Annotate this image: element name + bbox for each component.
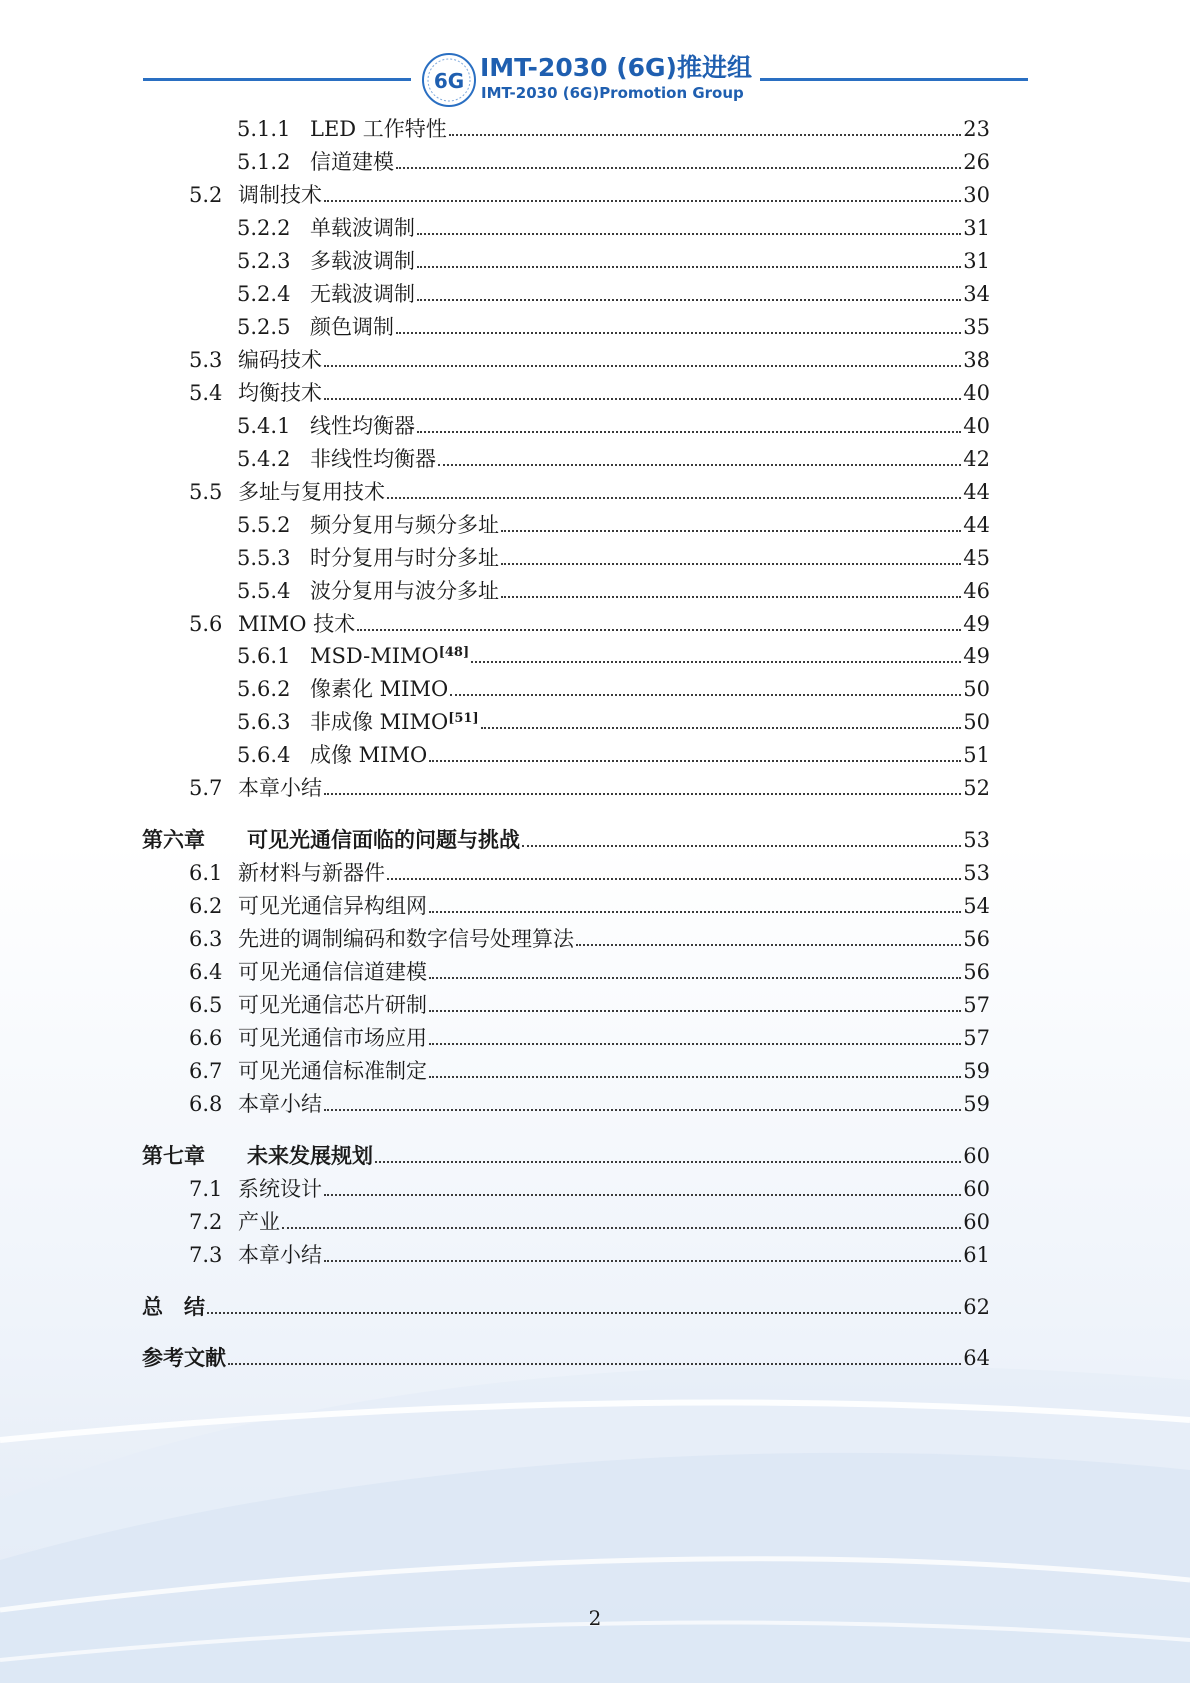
dot-leader	[357, 629, 961, 631]
6g-logo-icon	[421, 52, 477, 108]
dot-leader	[228, 1363, 961, 1365]
toc-entry-title	[310, 578, 499, 604]
toc-entry-title-text: 可见光通信信道建模	[238, 960, 427, 984]
toc-entry-number: 7.1	[189, 1177, 223, 1201]
toc-entry-number: 5.7	[189, 776, 223, 800]
toc-entry-number: 5.6.3	[237, 710, 291, 734]
toc-entry-number: 5.1.1	[237, 117, 291, 141]
toc-entry-page: 42	[963, 447, 990, 471]
toc-entry-title	[310, 116, 447, 142]
toc-entry-page: 61	[963, 1243, 990, 1267]
toc-entry-number: 5.2.5	[237, 315, 291, 339]
toc-entry-page: 31	[963, 216, 990, 240]
toc-entry-title-text: 频分复用与频分多址	[310, 513, 499, 537]
dot-leader	[429, 911, 961, 913]
toc-entry-page: 51	[963, 743, 990, 767]
toc-entry-title	[238, 893, 427, 919]
toc-entry[interactable]	[0, 413, 990, 439]
toc-entry-page: 34	[963, 282, 990, 306]
toc-entry-title-text: 产业	[238, 1210, 280, 1234]
toc-entry-title	[238, 347, 322, 373]
dot-leader	[471, 661, 961, 663]
toc-entry-title-text: MSD-MIMO	[310, 644, 439, 668]
toc-entry[interactable]	[0, 775, 990, 801]
toc-entry-page: 60	[963, 1210, 990, 1234]
dot-leader	[481, 727, 962, 729]
dot-leader	[324, 200, 961, 202]
toc-entry-title	[310, 742, 427, 768]
toc-entry-title	[238, 992, 427, 1018]
dot-leader	[429, 760, 961, 762]
toc-entry[interactable]	[0, 314, 990, 340]
toc-entry-number: 6.8	[189, 1092, 223, 1116]
header-rule-right	[760, 78, 1028, 81]
toc-entry[interactable]	[0, 1294, 990, 1320]
toc-entry-title-text: 总 结	[142, 1295, 205, 1319]
toc-entry[interactable]	[0, 611, 990, 637]
toc-entry-title	[310, 248, 415, 274]
toc-entry-page: 40	[963, 381, 990, 405]
toc-entry[interactable]	[0, 676, 990, 702]
toc-entry[interactable]	[0, 643, 990, 669]
toc-entry[interactable]	[0, 479, 990, 505]
toc-entry-page: 44	[963, 513, 990, 537]
toc-entry-page: 50	[963, 710, 990, 734]
citation-superscript: [48]	[438, 645, 470, 660]
dot-leader	[324, 793, 961, 795]
toc-entry-number: 6.6	[189, 1026, 223, 1050]
toc-entry-number: 第六章	[142, 828, 205, 852]
toc-entry-page: 56	[963, 927, 990, 951]
toc-entry[interactable]	[0, 992, 990, 1018]
toc-entry-number: 6.4	[189, 960, 223, 984]
toc-entry-number: 5.2.4	[237, 282, 291, 306]
toc-entry-page: 59	[963, 1092, 990, 1116]
toc-entry-title-text: MIMO 技术	[238, 612, 356, 636]
toc-entry-title-text: 编码技术	[238, 348, 322, 372]
toc-entry-title-text: 信道建模	[310, 150, 394, 174]
dot-leader	[324, 1194, 961, 1196]
toc-entry-title-text: 无载波调制	[310, 282, 415, 306]
toc-entry-title	[238, 380, 322, 406]
toc-entry-title-text: 未来发展规划	[247, 1144, 373, 1168]
toc-entry-title	[310, 413, 415, 439]
toc-entry-title	[238, 182, 322, 208]
toc-entry-number: 5.5.2	[237, 513, 291, 537]
toc-entry[interactable]	[0, 709, 990, 735]
toc-entry-number: 6.3	[189, 927, 223, 951]
toc-entry-page: 44	[963, 480, 990, 504]
toc-entry-title	[238, 1209, 280, 1235]
toc-entry-title	[310, 676, 448, 702]
toc-entry-page: 49	[963, 644, 990, 668]
toc-entry-page: 46	[963, 579, 990, 603]
toc-entry-page: 57	[963, 1026, 990, 1050]
toc-entry-page: 23	[963, 117, 990, 141]
toc-entry[interactable]	[0, 959, 990, 985]
toc-entry-title	[238, 479, 385, 505]
toc-entry[interactable]	[0, 827, 990, 853]
toc-entry-number: 5.6.2	[237, 677, 291, 701]
dot-leader	[522, 845, 961, 847]
toc-entry-title-text: 本章小结	[238, 776, 322, 800]
toc-entry-title-text: 均衡技术	[238, 381, 322, 405]
dot-leader	[324, 1260, 961, 1262]
toc-entry-title	[238, 1091, 322, 1117]
toc-entry-title	[142, 1345, 226, 1371]
toc-entry-title	[310, 709, 479, 735]
toc-entry-page: 40	[963, 414, 990, 438]
toc-entry[interactable]	[0, 215, 990, 241]
toc-entry-page: 52	[963, 776, 990, 800]
toc-entry-page: 45	[963, 546, 990, 570]
toc-entry-title	[142, 1294, 205, 1320]
toc-entry[interactable]	[0, 860, 990, 886]
toc-entry-title	[310, 215, 415, 241]
dot-leader	[375, 1161, 961, 1163]
toc-entry[interactable]	[0, 1209, 990, 1235]
dot-leader	[396, 332, 961, 334]
toc-entry-number: 6.7	[189, 1059, 223, 1083]
logo-text: 6G	[433, 69, 465, 93]
toc-entry[interactable]	[0, 1025, 990, 1051]
toc-entry-title	[247, 1143, 373, 1169]
dot-leader	[417, 431, 961, 433]
dot-leader	[417, 299, 961, 301]
dot-leader	[396, 167, 961, 169]
toc-entry-number: 5.5.4	[237, 579, 291, 603]
header-rule-left	[143, 78, 411, 81]
toc-entry-title-text: 新材料与新器件	[238, 861, 385, 885]
dot-leader	[282, 1227, 961, 1229]
header-title: IMT-2030 (6G)推进组	[480, 53, 752, 82]
toc-entry-title	[310, 643, 469, 669]
toc-entry-page: 60	[963, 1144, 990, 1168]
toc-entry[interactable]	[0, 512, 990, 538]
toc-entry[interactable]	[0, 1143, 990, 1169]
toc-entry-number: 6.5	[189, 993, 223, 1017]
dot-leader	[501, 596, 961, 598]
toc-entry-title	[310, 446, 436, 472]
toc-entry-title-text: 多载波调制	[310, 249, 415, 273]
toc-entry-title-text: LED 工作特性	[310, 117, 447, 141]
toc-entry-number: 5.4.1	[237, 414, 291, 438]
toc-entry-title-text: 线性均衡器	[310, 414, 415, 438]
toc-entry[interactable]	[0, 380, 990, 406]
toc-entry-number: 5.5	[189, 480, 223, 504]
dot-leader	[387, 878, 961, 880]
toc-entry-number: 5.3	[189, 348, 223, 372]
toc-entry-title	[310, 545, 499, 571]
toc-entry-number: 5.4.2	[237, 447, 291, 471]
dot-leader	[429, 1010, 961, 1012]
toc-entry-number: 6.1	[189, 861, 223, 885]
toc-entry-title	[238, 1176, 322, 1202]
toc-entry-number: 第七章	[142, 1144, 205, 1168]
dot-leader	[429, 977, 961, 979]
toc-entry-title	[247, 827, 520, 853]
toc-entry-title-text: 可见光通信市场应用	[238, 1026, 427, 1050]
toc-entry-page: 62	[963, 1295, 990, 1319]
toc-entry-title	[238, 1025, 427, 1051]
toc-entry-title-text: 先进的调制编码和数字信号处理算法	[238, 927, 574, 951]
toc-entry-title-text: 本章小结	[238, 1243, 322, 1267]
toc-entry-title	[238, 860, 385, 886]
dot-leader	[417, 266, 961, 268]
dot-leader	[207, 1312, 961, 1314]
toc-entry[interactable]	[0, 1058, 990, 1084]
toc-entry-page: 35	[963, 315, 990, 339]
toc-entry-number: 5.2.3	[237, 249, 291, 273]
toc-entry-title-text: 成像 MIMO	[310, 743, 428, 767]
toc-entry-title-text: 可见光通信异构组网	[238, 894, 427, 918]
toc-entry-title	[238, 775, 322, 801]
toc-entry-number: 7.2	[189, 1210, 223, 1234]
toc-entry-page: 30	[963, 183, 990, 207]
toc-entry-title	[310, 314, 394, 340]
toc-entry-title	[238, 611, 355, 637]
toc-entry-title-text: 颜色调制	[310, 315, 394, 339]
toc-entry[interactable]	[0, 347, 990, 373]
dot-leader	[576, 944, 961, 946]
toc-entry-title	[238, 1242, 322, 1268]
toc-entry-number: 5.4	[189, 381, 223, 405]
page-number: 2	[588, 1606, 602, 1630]
toc-entry-title-text: 非线性均衡器	[310, 447, 436, 471]
toc-entry-number: 5.6.1	[237, 644, 291, 668]
dot-leader	[429, 1043, 961, 1045]
dot-leader	[450, 694, 961, 696]
toc-entry-title-text: 时分复用与时分多址	[310, 546, 499, 570]
dot-leader	[324, 1109, 961, 1111]
toc-entry-title-text: 可见光通信面临的问题与挑战	[247, 828, 520, 852]
toc-entry-number: 5.1.2	[237, 150, 291, 174]
toc-entry[interactable]	[0, 1091, 990, 1117]
dot-leader	[324, 365, 961, 367]
page-header	[0, 0, 1190, 110]
dot-leader	[429, 1076, 961, 1078]
toc-entry-title	[310, 512, 499, 538]
header-subtitle: IMT-2030 (6G)Promotion Group	[481, 84, 744, 102]
toc-entry-title-text: 波分复用与波分多址	[310, 579, 499, 603]
dot-leader	[324, 398, 961, 400]
toc-entry-number: 6.2	[189, 894, 223, 918]
toc-entry[interactable]	[0, 281, 990, 307]
toc-entry-number: 5.5.3	[237, 546, 291, 570]
toc-entry-title-text: 非成像 MIMO	[310, 710, 449, 734]
toc-entry-title	[238, 1058, 427, 1084]
toc-entry[interactable]	[0, 926, 990, 952]
toc-entry-page: 50	[963, 677, 990, 701]
toc-entry-page: 60	[963, 1177, 990, 1201]
toc-entry[interactable]	[0, 149, 990, 175]
toc-entry-page: 56	[963, 960, 990, 984]
toc-entry-page: 57	[963, 993, 990, 1017]
dot-leader	[449, 134, 961, 136]
toc-entry-page: 49	[963, 612, 990, 636]
toc-entry-page: 64	[963, 1346, 990, 1370]
toc-entry-title	[310, 281, 415, 307]
toc-entry[interactable]	[0, 893, 990, 919]
dot-leader	[417, 233, 961, 235]
toc-entry-title-text: 可见光通信芯片研制	[238, 993, 427, 1017]
toc-entry-number: 7.3	[189, 1243, 223, 1267]
toc-entry-page: 26	[963, 150, 990, 174]
toc-entry-page: 38	[963, 348, 990, 372]
dot-leader	[438, 464, 961, 466]
dot-leader	[501, 563, 961, 565]
toc-entry-page: 54	[963, 894, 990, 918]
toc-entry-number: 5.2.2	[237, 216, 291, 240]
toc-entry-title-text: 本章小结	[238, 1092, 322, 1116]
toc-entry-number: 5.2	[189, 183, 223, 207]
toc-entry[interactable]	[0, 742, 990, 768]
toc-entry-title-text: 像素化 MIMO	[310, 677, 449, 701]
dot-leader	[501, 530, 961, 532]
toc-entry-number: 5.6	[189, 612, 223, 636]
toc-entry-page: 59	[963, 1059, 990, 1083]
toc-entry-title-text: 多址与复用技术	[238, 480, 385, 504]
toc-entry[interactable]	[0, 1176, 990, 1202]
toc-entry-page: 53	[963, 861, 990, 885]
toc-entry[interactable]	[0, 446, 990, 472]
toc-entry-title-text: 参考文献	[142, 1346, 226, 1370]
dot-leader	[387, 497, 961, 499]
toc-entry-number: 5.6.4	[237, 743, 291, 767]
toc-entry-title-text: 调制技术	[238, 183, 322, 207]
toc-entry-title-text: 系统设计	[238, 1177, 322, 1201]
toc-entry-page: 31	[963, 249, 990, 273]
toc-entry-page: 53	[963, 828, 990, 852]
toc-entry[interactable]	[0, 578, 990, 604]
toc-entry[interactable]	[0, 545, 990, 571]
toc-entry-title-text: 可见光通信标准制定	[238, 1059, 427, 1083]
toc-entry[interactable]	[0, 1242, 990, 1268]
toc-entry-title-text: 单载波调制	[310, 216, 415, 240]
toc-entry[interactable]	[0, 1345, 990, 1371]
toc-entry[interactable]	[0, 182, 990, 208]
toc-entry-title	[310, 149, 394, 175]
toc-entry[interactable]	[0, 116, 990, 142]
toc-entry-title	[238, 926, 574, 952]
toc-entry[interactable]	[0, 248, 990, 274]
citation-superscript: [51]	[448, 711, 479, 726]
toc-entry-title	[238, 959, 427, 985]
